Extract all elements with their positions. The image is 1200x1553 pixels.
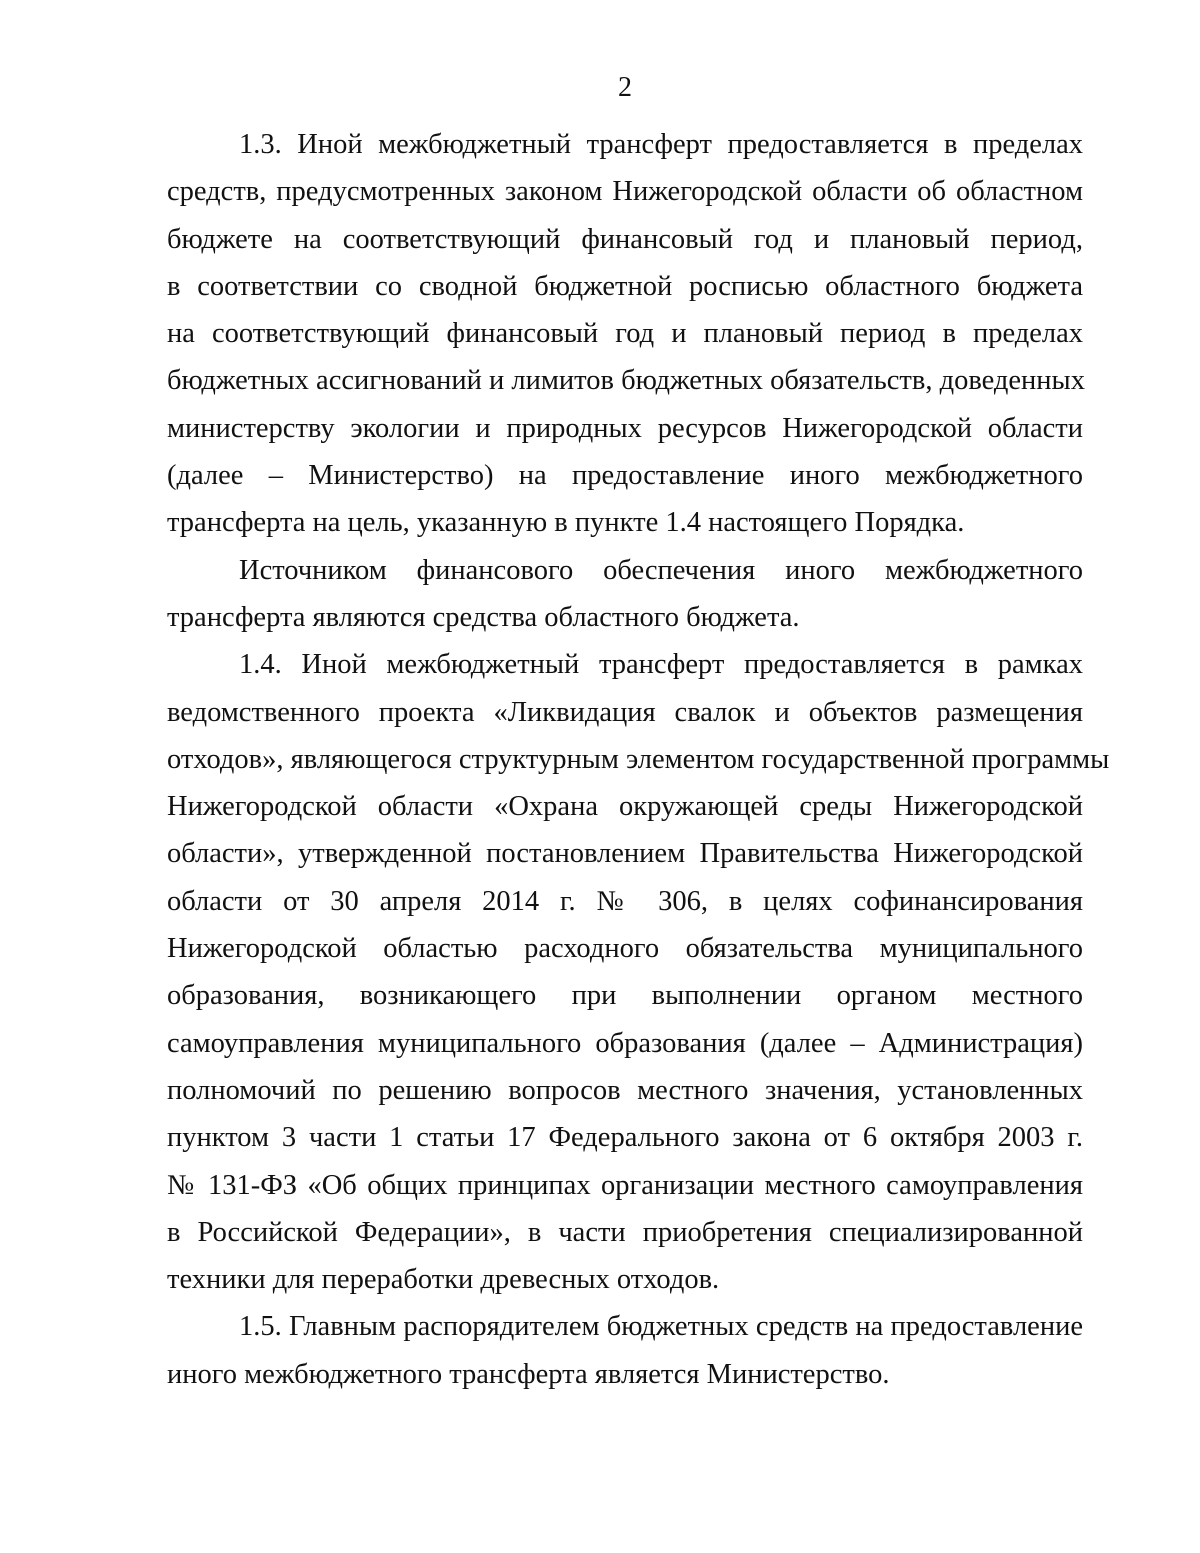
paragraph-1-5 — [167, 1303, 1083, 1398]
paragraph-1-3 — [167, 121, 1083, 547]
text-line: образования, возникающего при выполнении органом местного — [167, 980, 1083, 1012]
paragraph-funding-source — [167, 547, 1083, 642]
text-line: самоуправления муниципального образования (далее – Администрация) — [167, 1027, 1083, 1059]
text-line: № 131-ФЗ «Об общих принципах организации местного самоуправления — [167, 1169, 1083, 1201]
text-line: в соответствии со сводной бюджетной росписью областного бюджета — [167, 270, 1083, 302]
text-line: техники для переработки древесных отходов. — [167, 1264, 720, 1296]
text-line: полномочий по решению вопросов местного значения, установленных — [167, 1074, 1083, 1106]
text-line: ведомственного проекта «Ликвидация свалок и объектов размещения — [167, 696, 1083, 728]
text-line: 1.4. Иной межбюджетный трансферт предоставляется в рамках — [239, 649, 1083, 681]
text-line: министерству экологии и природных ресурсов Нижегородской области — [167, 412, 1083, 444]
text-line: отходов», являющегося структурным элементом государственной программы — [167, 743, 1110, 775]
text-line: на соответствующий финансовый год и плановый период в пределах — [167, 318, 1083, 350]
text-line: иного межбюджетного трансферта является Министерство. — [167, 1358, 890, 1390]
paragraph-1-4 — [167, 641, 1110, 1303]
document-body — [167, 121, 1110, 1398]
text-line: Нижегородской областью расходного обязательства муниципального — [167, 933, 1083, 965]
page-number: 2 — [618, 72, 632, 103]
text-line: Нижегородской области «Охрана окружающей среды Нижегородской — [167, 791, 1083, 823]
text-line: трансферта являются средства областного бюджета. — [167, 601, 800, 633]
text-line: 1.5. Главным распорядителем бюджетных средств на предоставление — [239, 1311, 1083, 1343]
text-line: области от 30 апреля 2014 г. № 306, в целях софинансирования — [167, 885, 1083, 917]
text-line: бюджетных ассигнований и лимитов бюджетных обязательств, доведенных — [167, 365, 1085, 397]
text-line: в Российской Федерации», в части приобретения специализированной — [167, 1216, 1083, 1248]
text-line: бюджете на соответствующий финансовый год и плановый период, — [167, 223, 1083, 255]
text-line: средств, предусмотренных законом Нижегородской области об областном — [167, 176, 1083, 208]
text-line: области», утвержденной постановлением Правительства Нижегородской — [167, 838, 1083, 870]
text-line: Источником финансового обеспечения иного межбюджетного — [239, 554, 1083, 586]
text-line: трансферта на цель, указанную в пункте 1.4 настоящего Порядка. — [167, 507, 965, 539]
text-line: пунктом 3 части 1 статьи 17 Федерального закона от 6 октября 2003 г. — [167, 1122, 1083, 1154]
text-line: 1.3. Иной межбюджетный трансферт предоставляется в пределах — [239, 129, 1083, 160]
text-line: (далее – Министерство) на предоставление иного межбюджетного — [167, 460, 1083, 492]
